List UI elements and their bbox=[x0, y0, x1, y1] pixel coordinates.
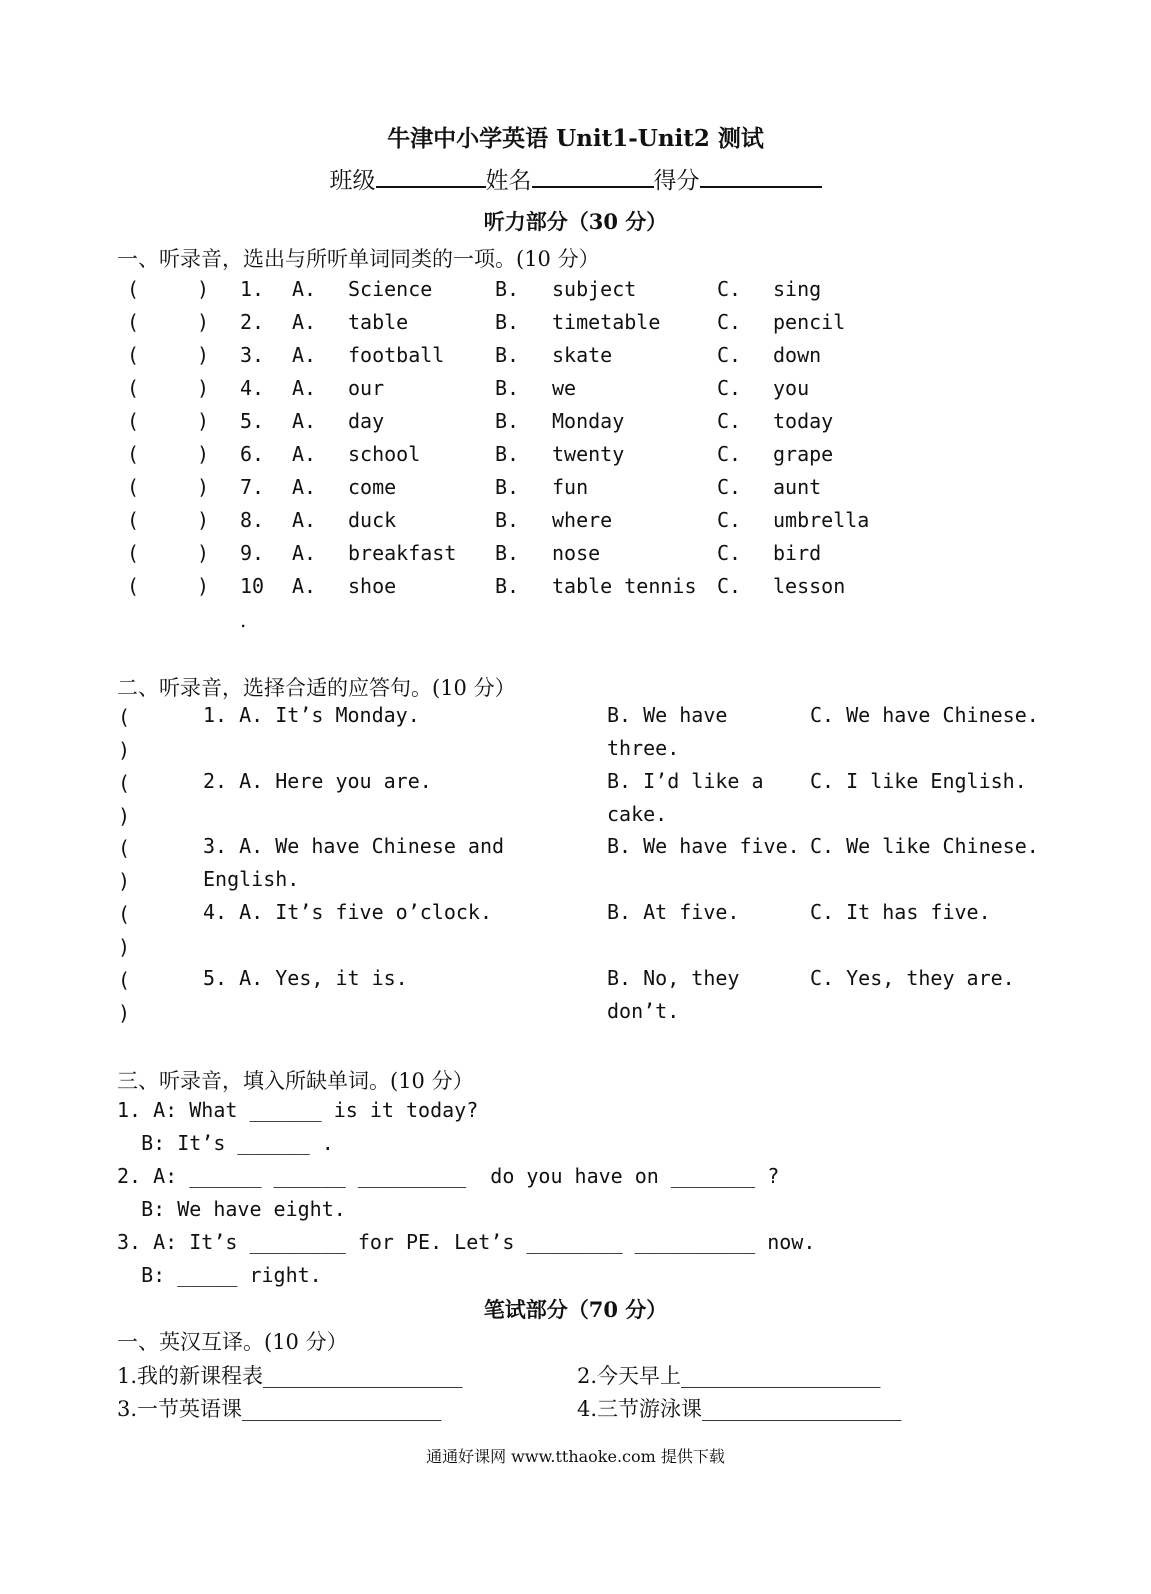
option-b-letter: B. bbox=[495, 541, 520, 565]
question-number: 5. bbox=[240, 409, 265, 433]
option-a-letter: A. bbox=[292, 310, 317, 334]
list-item bbox=[0, 277, 1151, 310]
list-item bbox=[0, 310, 1151, 343]
option-a[interactable]: 4. A. It’s five o’clock. bbox=[203, 900, 492, 924]
option-b-word[interactable]: subject bbox=[552, 277, 637, 301]
question-number: 8. bbox=[240, 508, 265, 532]
written-heading: 笔试部分（70 分） bbox=[483, 1297, 668, 1322]
fill-blank-line: 1. A: What ______ is it today? bbox=[117, 1098, 479, 1122]
option-a-letter: A. bbox=[292, 475, 317, 499]
listening-part2-heading: 二、听录音，选择合适的应答句。(10 分） bbox=[117, 676, 516, 700]
option-c-word[interactable]: umbrella bbox=[773, 508, 870, 532]
option-c[interactable]: C. We have Chinese. bbox=[810, 703, 1039, 727]
option-b-word[interactable]: fun bbox=[552, 475, 589, 499]
class-blank[interactable] bbox=[376, 164, 486, 188]
option-b-word[interactable]: Monday bbox=[552, 409, 625, 433]
option-c-word[interactable]: grape bbox=[773, 442, 834, 466]
option-c-word[interactable]: bird bbox=[773, 541, 822, 565]
list-item bbox=[0, 376, 1151, 409]
open-paren: ( bbox=[127, 376, 140, 400]
open-paren: ( bbox=[118, 836, 131, 860]
close-paren: ) bbox=[197, 310, 210, 334]
question-number: 9. bbox=[240, 541, 265, 565]
list-item bbox=[0, 409, 1151, 442]
option-c-word[interactable]: you bbox=[773, 376, 810, 400]
option-a[interactable]: 5. A. Yes, it is. bbox=[203, 966, 408, 990]
class-label: 班级 bbox=[329, 168, 376, 194]
open-paren: ( bbox=[127, 409, 140, 433]
translation-item: 1.我的新课程表___________________ bbox=[117, 1364, 463, 1388]
close-paren: ) bbox=[118, 804, 131, 828]
option-a-letter: A. bbox=[292, 409, 317, 433]
option-c-letter: C. bbox=[717, 409, 742, 433]
option-c-word[interactable]: lesson bbox=[773, 574, 846, 598]
fill-blank-line: B: It’s ______ . bbox=[117, 1131, 334, 1155]
close-paren: ) bbox=[197, 409, 210, 433]
option-b-letter: B. bbox=[495, 310, 520, 334]
option-a-letter: A. bbox=[292, 343, 317, 367]
option-c-word[interactable]: sing bbox=[773, 277, 822, 301]
option-b-letter: B. bbox=[495, 376, 520, 400]
option-a-word[interactable]: table bbox=[348, 310, 409, 334]
option-b-letter: B. bbox=[495, 409, 520, 433]
option-b-word[interactable]: twenty bbox=[552, 442, 625, 466]
option-a-letter: A. bbox=[292, 277, 317, 301]
option-b-letter: B. bbox=[495, 475, 520, 499]
list-item bbox=[0, 541, 1151, 574]
listening-part3-heading: 三、听录音，填入所缺单词。(10 分） bbox=[117, 1069, 474, 1093]
open-paren: ( bbox=[127, 475, 140, 499]
fill-blank-line: B: We have eight. bbox=[117, 1197, 346, 1221]
option-c-word[interactable]: pencil bbox=[773, 310, 846, 334]
option-b-word[interactable]: table tennis bbox=[552, 574, 697, 598]
option-b-word[interactable]: we bbox=[552, 376, 577, 400]
option-b[interactable]: B. I’d like a cake. bbox=[607, 769, 764, 826]
question-number: 1. bbox=[240, 277, 265, 301]
option-a-word[interactable]: breakfast bbox=[348, 541, 457, 565]
listening-heading: 听力部分（30 分） bbox=[483, 209, 668, 234]
open-paren: ( bbox=[118, 902, 131, 926]
option-a-word[interactable]: shoe bbox=[348, 574, 397, 598]
question-number: 4. bbox=[240, 376, 265, 400]
list-item bbox=[0, 574, 1151, 607]
close-paren: ) bbox=[197, 508, 210, 532]
option-b[interactable]: B. No, they don’t. bbox=[607, 966, 740, 1023]
option-b-word[interactable]: timetable bbox=[552, 310, 661, 334]
option-b-word[interactable]: skate bbox=[552, 343, 613, 367]
option-b-letter: B. bbox=[495, 508, 520, 532]
option-c-letter: C. bbox=[717, 541, 742, 565]
option-a-letter: A. bbox=[292, 442, 317, 466]
option-a-word[interactable]: school bbox=[348, 442, 421, 466]
open-paren: ( bbox=[127, 343, 140, 367]
question-number: 6. bbox=[240, 442, 265, 466]
close-paren: ) bbox=[118, 1001, 131, 1025]
footer: 通通好课网 www.tthaoke.com 提供下载 bbox=[426, 1447, 725, 1466]
option-a-word[interactable]: Science bbox=[348, 277, 433, 301]
trailing-dot: . bbox=[240, 608, 247, 632]
open-paren: ( bbox=[118, 705, 131, 729]
option-a-word[interactable]: our bbox=[348, 376, 385, 400]
option-c[interactable]: C. It has five. bbox=[810, 900, 991, 924]
option-a-word[interactable]: come bbox=[348, 475, 397, 499]
open-paren: ( bbox=[118, 968, 131, 992]
listening-part1-heading: 一、听录音，选出与所听单词同类的一项。(10 分） bbox=[117, 247, 600, 271]
option-c-word[interactable]: today bbox=[773, 409, 834, 433]
open-paren: ( bbox=[127, 277, 140, 301]
option-a[interactable]: 1. A. It’s Monday. bbox=[203, 703, 420, 727]
close-paren: ) bbox=[197, 574, 210, 598]
option-a-word[interactable]: day bbox=[348, 409, 385, 433]
option-a-letter: A. bbox=[292, 508, 317, 532]
question-number: 10 bbox=[240, 574, 265, 598]
list-item bbox=[0, 475, 1151, 508]
option-a-word[interactable]: duck bbox=[348, 508, 397, 532]
open-paren: ( bbox=[118, 771, 131, 795]
student-info-line bbox=[0, 162, 1151, 195]
option-c-letter: C. bbox=[717, 508, 742, 532]
option-c-letter: C. bbox=[717, 376, 742, 400]
close-paren: ) bbox=[118, 935, 131, 959]
open-paren: ( bbox=[127, 442, 140, 466]
option-a-word[interactable]: football bbox=[348, 343, 445, 367]
option-b-word[interactable]: where bbox=[552, 508, 613, 532]
close-paren: ) bbox=[197, 277, 210, 301]
close-paren: ) bbox=[197, 376, 210, 400]
close-paren: ) bbox=[118, 869, 131, 893]
close-paren: ) bbox=[197, 541, 210, 565]
option-b-letter: B. bbox=[495, 343, 520, 367]
option-b[interactable]: B. We have three. bbox=[607, 703, 728, 760]
translation-item: 2.今天早上___________________ bbox=[577, 1364, 881, 1388]
option-c-letter: C. bbox=[717, 343, 742, 367]
score-blank[interactable] bbox=[700, 164, 822, 188]
open-paren: ( bbox=[127, 310, 140, 334]
list-item bbox=[0, 442, 1151, 475]
name-blank[interactable] bbox=[532, 164, 654, 188]
name-label: 姓名 bbox=[485, 168, 532, 194]
open-paren: ( bbox=[127, 541, 140, 565]
option-b-word[interactable]: nose bbox=[552, 541, 601, 565]
option-c-word[interactable]: down bbox=[773, 343, 822, 367]
score-label: 得分 bbox=[653, 168, 700, 194]
option-c-letter: C. bbox=[717, 277, 742, 301]
option-c-letter: C. bbox=[717, 475, 742, 499]
option-c-letter: C. bbox=[717, 442, 742, 466]
written-part1-heading: 一、英汉互译。(10 分） bbox=[117, 1330, 348, 1354]
option-c[interactable]: C. I like English. bbox=[810, 769, 1027, 793]
option-b[interactable]: B. We have five. bbox=[607, 834, 800, 858]
option-b-letter: B. bbox=[495, 277, 520, 301]
option-c-letter: C. bbox=[717, 310, 742, 334]
option-c[interactable]: C. Yes, they are. bbox=[810, 966, 1015, 990]
close-paren: ) bbox=[197, 442, 210, 466]
fill-blank-line: B: _____ right. bbox=[117, 1263, 322, 1287]
option-a[interactable]: 2. A. Here you are. bbox=[203, 769, 432, 793]
list-item bbox=[0, 508, 1151, 541]
list-item bbox=[0, 343, 1151, 376]
fill-blank-line: 2. A: ______ ______ _________ do you have on _______ ? bbox=[117, 1164, 780, 1188]
option-b-letter: B. bbox=[495, 442, 520, 466]
translation-item: 3.一节英语课___________________ bbox=[117, 1397, 442, 1421]
option-a[interactable]: 3. A. We have Chinese and English. bbox=[203, 834, 505, 891]
question-number: 7. bbox=[240, 475, 265, 499]
close-paren: ) bbox=[118, 738, 131, 762]
close-paren: ) bbox=[197, 475, 210, 499]
option-a-letter: A. bbox=[292, 574, 317, 598]
option-c[interactable]: C. We like Chinese. bbox=[810, 834, 1039, 858]
question-number: 3. bbox=[240, 343, 265, 367]
option-b[interactable]: B. At five. bbox=[607, 900, 740, 924]
option-c-letter: C. bbox=[717, 574, 742, 598]
question-number: 2. bbox=[240, 310, 265, 334]
translation-item: 4.三节游泳课___________________ bbox=[577, 1397, 902, 1421]
fill-blank-line: 3. A: It’s ________ for PE. Let’s ________ __________ now. bbox=[117, 1230, 816, 1254]
open-paren: ( bbox=[127, 574, 140, 598]
option-b-letter: B. bbox=[495, 574, 520, 598]
option-a-letter: A. bbox=[292, 541, 317, 565]
option-a-letter: A. bbox=[292, 376, 317, 400]
page-title: 牛津中小学英语 Unit1-Unit2 测试 bbox=[387, 125, 764, 152]
open-paren: ( bbox=[127, 508, 140, 532]
option-c-word[interactable]: aunt bbox=[773, 475, 822, 499]
close-paren: ) bbox=[197, 343, 210, 367]
